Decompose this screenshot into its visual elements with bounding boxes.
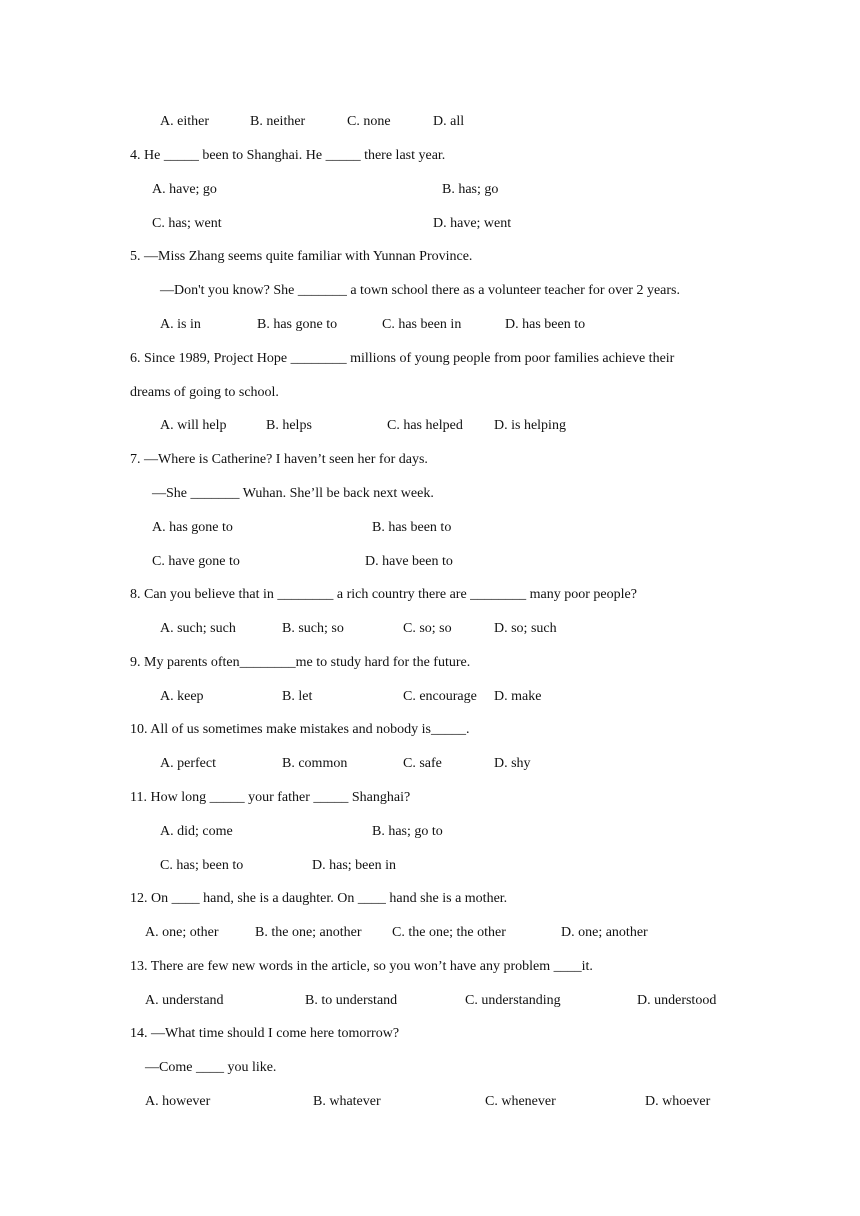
q13-stem: 13. There are few new words in the article, so you won’t have any problem ____it. [130,959,593,974]
q4-option-a: A. have; go [152,182,217,197]
q14-stem: 14. —What time should I come here tomorrow? [130,1026,400,1041]
q5-stem: 5. —Miss Zhang seems quite familiar with Yunnan Province. [130,249,473,264]
q10-stem: 10. All of us sometimes make mistakes and nobody is_____. [130,722,470,737]
q6-option-d: D. is helping [494,418,566,433]
q6-stem: 6. Since 1989, Project Hope ________ millions of young people from poor families achieve their [130,351,675,366]
q3-option-a: A. either [160,114,209,129]
q10-option-b: B. common [282,756,348,771]
q14-option-a: A. however [145,1094,211,1109]
q8-option-b: B. such; so [282,621,344,636]
q11-option-d: D. has; been in [312,858,396,873]
q12-option-d: D. one; another [561,925,648,940]
q3-option-b: B. neither [250,114,306,129]
q4-option-b: B. has; go [442,182,499,197]
q5-dialogue-line: —Don't you know? She _______ a town school there as a volunteer teacher for over 2 years. [160,283,680,298]
q9-option-d: D. make [494,689,542,704]
q13-option-b: B. to understand [305,993,398,1008]
q7-option-b: B. has been to [372,520,452,535]
q5-option-a: A. is in [160,317,201,332]
q6-option-c: C. has helped [387,418,463,433]
q9-option-b: B. let [282,689,313,704]
q4-option-d: D. have; went [433,216,512,231]
q12-option-c: C. the one; the other [392,925,506,940]
q3-option-c: C. none [347,114,391,129]
q8-option-d: D. so; such [494,621,557,636]
q10-option-d: D. shy [494,756,531,771]
q8-option-c: C. so; so [403,621,452,636]
q6-option-a: A. will help [160,418,227,433]
q7-dialogue-line: —She _______ Wuhan. She’ll be back next week. [152,486,434,501]
q11-stem: 11. How long _____ your father _____ Shanghai? [130,790,411,805]
q12-stem: 12. On ____ hand, she is a daughter. On ____ hand she is a mother. [130,891,508,906]
q11-option-a: A. did; come [160,824,233,839]
q5-option-d: D. has been to [505,317,586,332]
q14-dialogue-line: —Come ____ you like. [145,1060,277,1075]
q6-option-b: B. helps [266,418,312,433]
q5-option-c: C. has been in [382,317,462,332]
q8-option-a: A. such; such [160,621,236,636]
q6-stem-continued: dreams of going to school. [130,385,279,400]
q4-option-c: C. has; went [152,216,222,231]
q10-option-a: A. perfect [160,756,216,771]
q14-option-c: C. whenever [485,1094,556,1109]
q13-option-a: A. understand [145,993,224,1008]
q7-option-d: D. have been to [365,554,453,569]
q13-option-c: C. understanding [465,993,561,1008]
q9-option-c: C. encourage [403,689,477,704]
q3-option-d: D. all [433,114,465,129]
q9-option-a: A. keep [160,689,204,704]
q11-option-b: B. has; go to [372,824,443,839]
q12-option-a: A. one; other [145,925,219,940]
q10-option-c: C. safe [403,756,442,771]
q14-option-b: B. whatever [313,1094,381,1109]
q7-stem: 7. —Where is Catherine? I haven’t seen her for days. [130,452,428,467]
q7-option-a: A. has gone to [152,520,233,535]
q8-stem: 8. Can you believe that in ________ a rich country there are ________ many poor people? [130,587,637,602]
q13-option-d: D. understood [637,993,717,1008]
q5-option-b: B. has gone to [257,317,338,332]
q12-option-b: B. the one; another [255,925,362,940]
q11-option-c: C. has; been to [160,858,244,873]
q9-stem: 9. My parents often________me to study hard for the future. [130,655,471,670]
q14-option-d: D. whoever [645,1094,711,1109]
q7-option-c: C. have gone to [152,554,240,569]
q4-stem: 4. He _____ been to Shanghai. He _____ there last year. [130,148,446,163]
